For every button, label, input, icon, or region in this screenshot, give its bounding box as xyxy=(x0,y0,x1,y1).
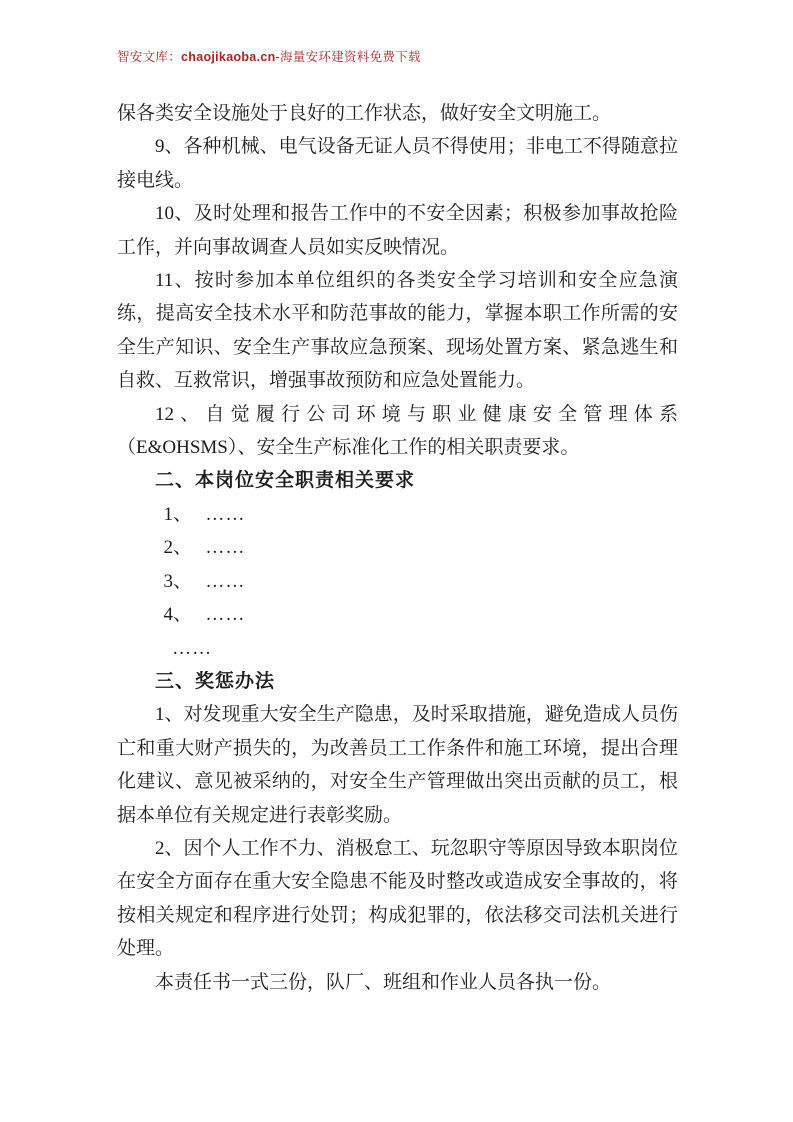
section-heading-2: 二、本岗位安全职责相关要求 xyxy=(155,470,416,492)
watermark-header xyxy=(117,49,421,66)
watermark-tagline: -海量安环建资料免费下载 xyxy=(275,50,421,64)
list-item-4 xyxy=(117,598,678,631)
list-item-3 xyxy=(117,565,678,598)
list-item-number: 1、 xyxy=(163,503,193,525)
list-item-1 xyxy=(117,498,678,531)
document-body xyxy=(117,97,678,999)
list-item-ellipsis: …… xyxy=(205,537,246,559)
list-item-number: 4、 xyxy=(163,604,193,626)
list-item-ellipsis: …… xyxy=(205,570,246,592)
paragraph-duty-10: 10、及时处理和报告工作中的不安全因素；积极参加事故抢险工作，并向事故调查人员如实反映情况。 xyxy=(117,203,678,258)
ellipsis-continuation-line: …… xyxy=(172,637,213,659)
list-item-2 xyxy=(117,531,678,564)
watermark-site-url: chaojikaoba.cn xyxy=(181,50,276,64)
paragraph-duty-8-continuation: 保各类安全设施处于良好的工作状态，做好安全文明施工。 xyxy=(117,103,612,124)
list-item-number: 3、 xyxy=(163,570,193,592)
paragraph-duty-12: 12、自觉履行公司环境与职业健康安全管理体系（E&OHSMS）、安全生产标准化工作的相关职责要求。 xyxy=(117,403,678,459)
list-item-ellipsis: …… xyxy=(205,604,246,626)
paragraph-punishment-2: 2、因个人工作不力、消极怠工、玩忽职守等原因导致本职岗位在安全方面存在重大安全隐患不能及时整改或造成安全事故的，将按相关规定和程序进行处罚；构成犯罪的，依法移交司法机关进行处理。 xyxy=(117,837,678,960)
paragraph-copies-note: 本责任书一式三份，队厂、班组和作业人员各执一份。 xyxy=(155,971,612,993)
watermark-site-name: 智安文库： xyxy=(117,50,182,64)
section-heading-3: 三、奖惩办法 xyxy=(155,670,276,692)
paragraph-duty-11: 11、按时参加本单位组织的各类安全学习培训和安全应急演练，提高安全技术水平和防范事故的能力，掌握本职工作所需的安全生产知识、安全生产事故应急预案、现场处置方案、紧急逃生和自救、互救常识，增强事故预防和应急处置能力。 xyxy=(117,270,678,392)
paragraph-reward-1: 1、对发现重大安全生产隐患，及时采取措施，避免造成人员伤亡和重大财产损失的，为改善员工工作条件和施工环境，提出合理化建议、意见被采纳的，对安全生产管理做出突出贡献的员工，根据本单位有关规定进行表彰奖励。 xyxy=(117,704,678,826)
list-item-number: 2、 xyxy=(163,537,193,559)
paragraph-duty-9: 9、各种机械、电气设备无证人员不得使用；非电工不得随意拉接电线。 xyxy=(117,136,678,191)
list-item-ellipsis: …… xyxy=(205,503,246,525)
